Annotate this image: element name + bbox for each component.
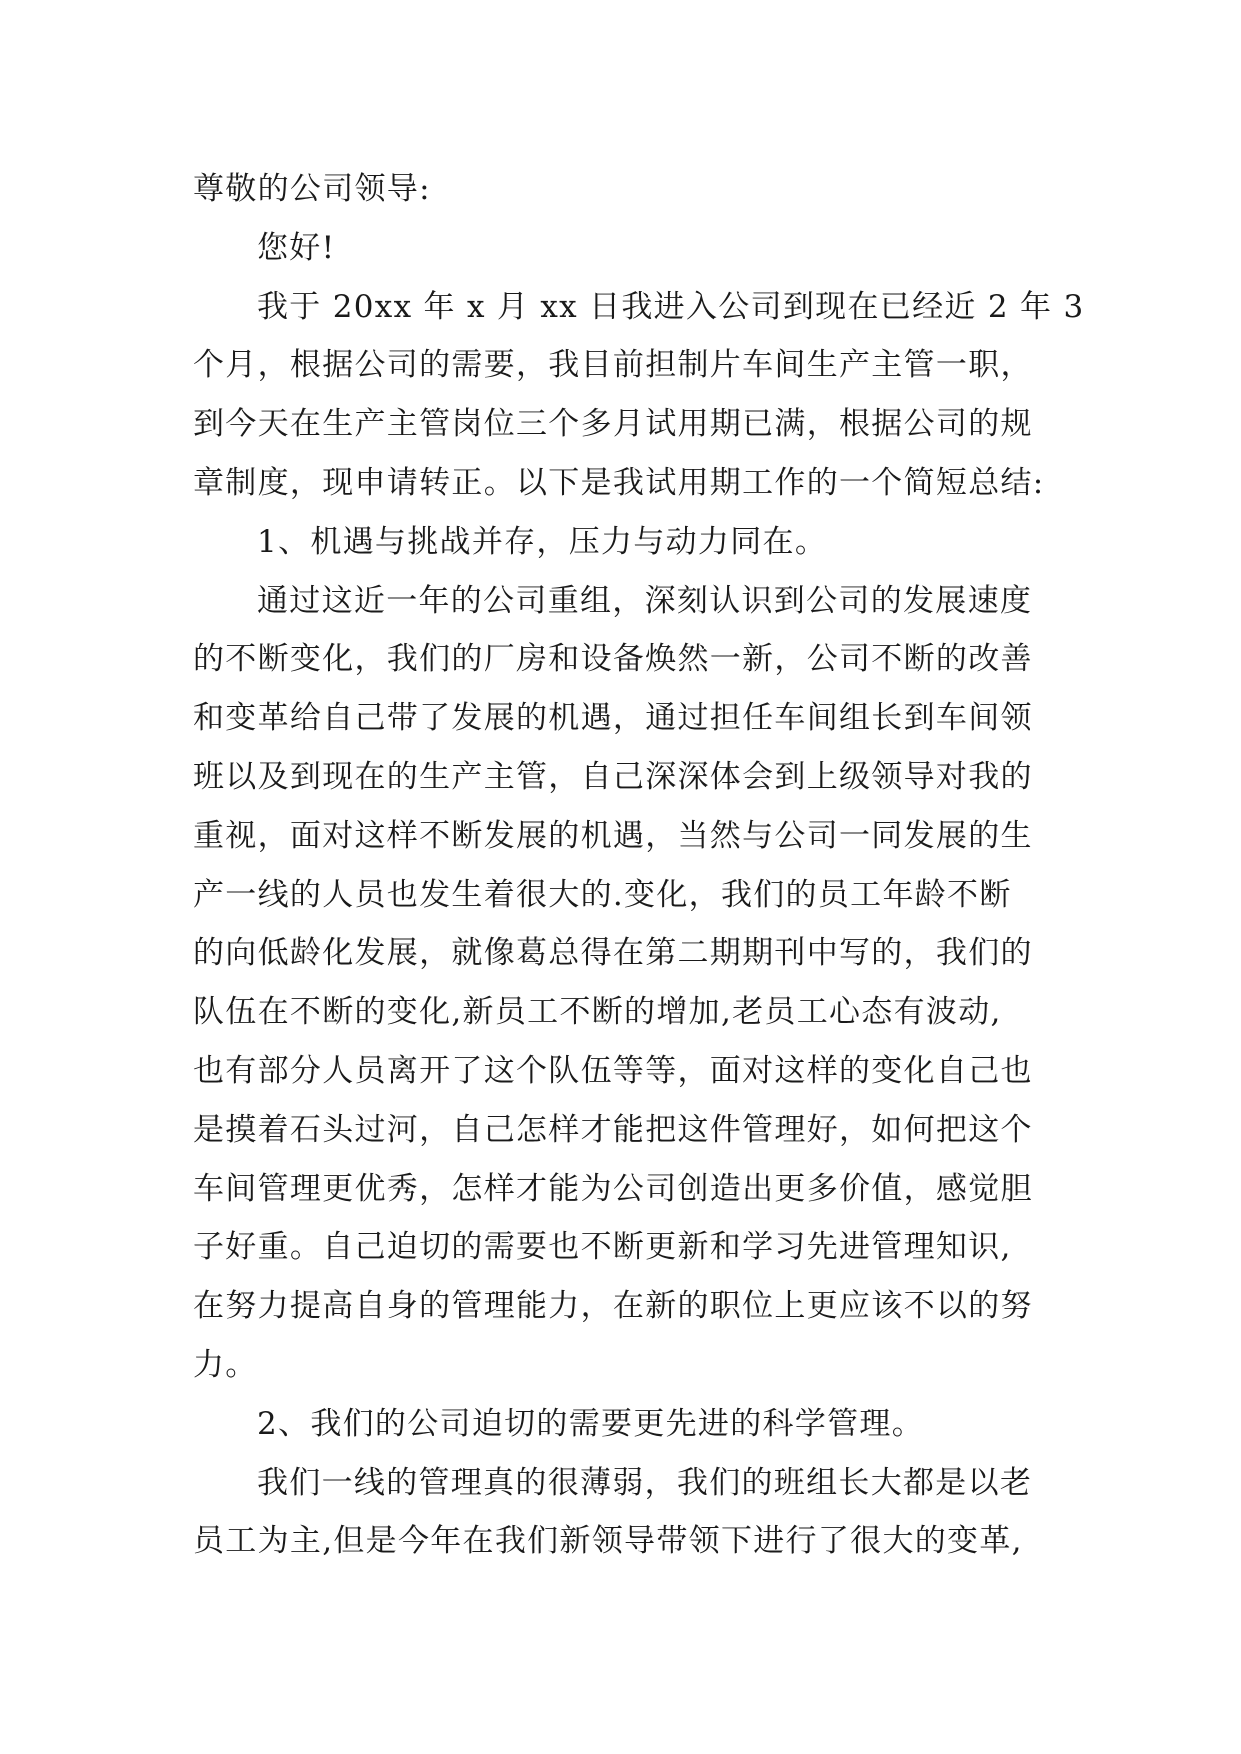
paragraph-line: 在努力提高自身的管理能力，在新的职位上更应该不以的努 [193,1288,1033,1325]
paragraph-line: 的不断变化，我们的厂房和设备焕然一新，公司不断的改善 [193,641,1033,678]
section-heading: 2、我们的公司迫切的需要更先进的科学管理。 [257,1405,925,1442]
section-heading: 1、机遇与挑战并存，压力与动力同在。 [257,523,828,560]
paragraph-line: 个月，根据公司的需要，我目前担制片车间生产主管一职， [193,347,1033,384]
greeting: 您好! [257,229,336,266]
paragraph-line: 到今天在生产主管岗位三个多月试用期已满，根据公司的规 [193,406,1033,443]
paragraph-line: 重视，面对这样不断发展的机遇，当然与公司一同发展的生 [193,817,1033,854]
paragraph-line: 班以及到现在的生产主管，自己深深体会到上级领导对我的 [193,758,1033,795]
paragraph-line: 产一线的人员也发生着很大的.变化，我们的员工年龄不断 [193,876,1012,913]
paragraph-line: 通过这近一年的公司重组，深刻认识到公司的发展速度 [257,582,1033,619]
paragraph-line: 是摸着石头过河，自己怎样才能把这件管理好，如何把这个 [193,1111,1033,1148]
paragraph-line: 子好重。自己迫切的需要也不断更新和学习先进管理知识, [193,1229,1012,1266]
paragraph-line: 队伍在不断的变化,新员工不断的增加,老员工心态有波动, [193,994,1002,1031]
paragraph-line: 我于 20xx 年 x 月 xx 日我进入公司到现在已经近 2 年 3 [257,288,1085,325]
paragraph-line: 章制度，现申请转正。以下是我试用期工作的一个简短总结: [193,464,1045,501]
paragraph-line: 我们一线的管理真的很薄弱，我们的班组长大都是以老 [257,1464,1033,1501]
salutation: 尊敬的公司领导: [193,171,431,207]
paragraph-line: 的向低龄化发展，就像葛总得在第二期期刊中写的，我们的 [193,935,1033,972]
paragraph-line: 和变革给自己带了发展的机遇，通过担任车间组长到车间领 [193,700,1033,737]
paragraph-line: 员工为主,但是今年在我们新领导带领下进行了很大的变革, [193,1523,1023,1560]
letter-body [193,160,1085,1571]
paragraph-line: 力。 [193,1346,258,1383]
paragraph-line: 也有部分人员离开了这个队伍等等，面对这样的变化自己也 [193,1052,1033,1089]
paragraph-line: 车间管理更优秀，怎样才能为公司创造出更多价值，感觉胆 [193,1170,1033,1207]
